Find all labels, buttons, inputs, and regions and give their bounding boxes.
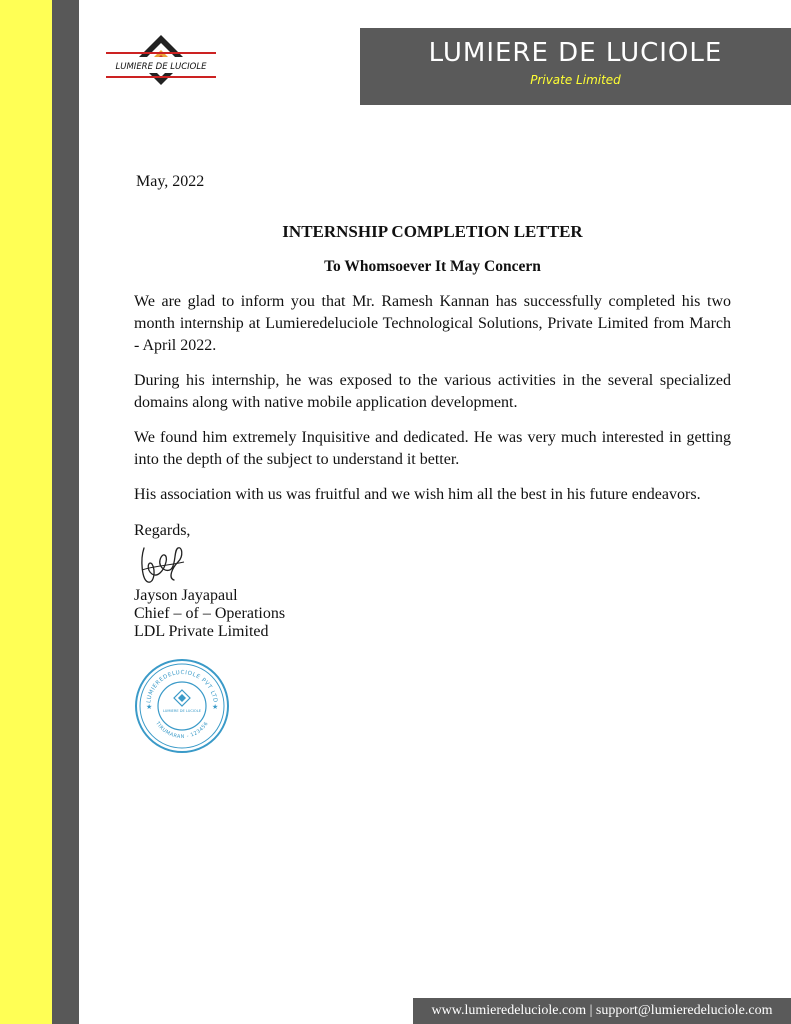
svg-text:LUMIERE DE LUCIOLE: LUMIERE DE LUCIOLE <box>162 709 202 713</box>
company-logo <box>106 30 216 100</box>
svg-text:★: ★ <box>146 703 153 711</box>
signatory-block <box>134 587 285 641</box>
letter-body <box>134 291 731 519</box>
signatory-name: Jayson Jayapaul <box>134 587 238 604</box>
body-paragraph: His association with us was fruitful and we wish him all the best in his future endeavors. <box>134 486 701 503</box>
footer-contact: www.lumieredeluciole.com | support@lumieredeluciole.com <box>413 998 791 1024</box>
body-paragraph: During his internship, he was exposed to the various activities in the several specialized domains along with native mobile application development. <box>134 372 731 411</box>
signature-icon <box>138 540 188 588</box>
letter-salutation: To Whomsoever It May Concern <box>324 258 541 275</box>
svg-text:TIRUMARAN - 123456: TIRUMARAN - 123456 <box>154 720 210 741</box>
closing: Regards, <box>134 522 191 539</box>
letter-title: INTERNSHIP COMPLETION LETTER <box>282 222 583 241</box>
svg-text:LUMIERE DE LUCIOLE: LUMIERE DE LUCIOLE <box>115 62 207 72</box>
body-paragraph: We are glad to inform you that Mr. Ramesh Kannan has successfully completed his two month internship at Lumieredeluciole Technological Solutions, Private Limited from March - April 2022. <box>134 293 731 354</box>
company-name: LUMIERE DE LUCIOLE <box>428 38 723 68</box>
signatory-title: Chief – of – Operations <box>134 605 286 622</box>
svg-text:★: ★ <box>212 703 219 711</box>
company-type: Private Limited <box>530 73 621 87</box>
company-stamp-icon <box>134 658 230 754</box>
left-yellow-stripe <box>0 0 52 1024</box>
letter-date: May, 2022 <box>136 173 205 190</box>
signatory-company: LDL Private Limited <box>134 623 269 640</box>
left-gray-stripe <box>52 0 79 1024</box>
letterhead-banner <box>360 28 791 105</box>
svg-text:LUMIEREDELUCIOLE PVT LTD: LUMIEREDELUCIOLE PVT LTD <box>146 669 218 704</box>
body-paragraph: We found him extremely Inquisitive and dedicated. He was very much interested in getting into the depth of the subject to understand it better. <box>134 429 731 468</box>
